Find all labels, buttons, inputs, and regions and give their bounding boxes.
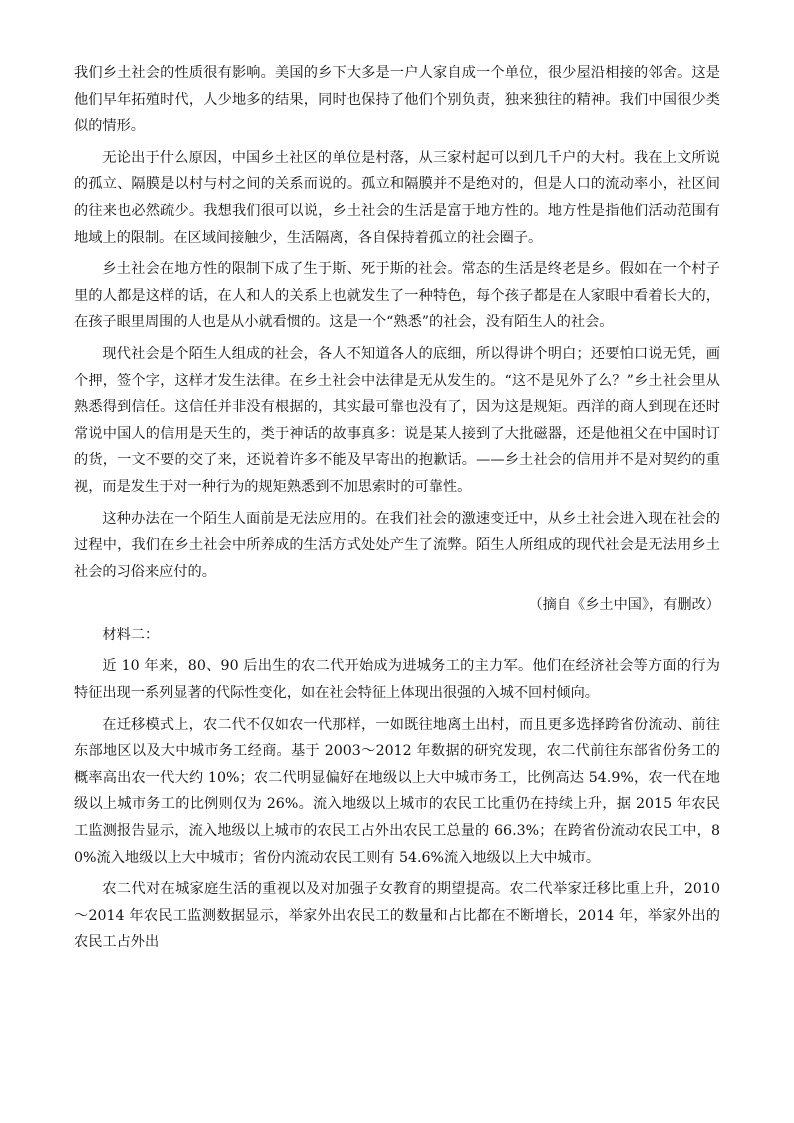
paragraph-8: 农二代对在城家庭生活的重视以及对加强子女教育的期望提高。农二代举家迁移比重上升，2010～2014 年农民工监测数据显示，举家外出农民工的数量和占比都在不断增长，2014 年，举家外出的农民工占外出 [74, 881, 720, 951]
paragraph-7: 在迁移模式上，农二代不仅如农一代那样，一如既往地离土出村，而且更多选择跨省份流动、前往东部地区以及大中城市务工经商。基于 2003～2012 年数据的研究发现，农二代前往东部省份务工的概率高出农一代大约 10%；农二代明显偏好在地级以上大中城市务工，比例高达 54.9%，农一代在地级以上城市务工的比例则仅为 26%。流入地级以上城市的农民工比重仍在持续上升，据 2015 年农民工监测报告显示，流入地级以上城市的农民工占外出农民工总量的 66.3%；在跨省份流动农民工中，80%流入地级以上大中城市；省份内流动农民工则有 54.6%流入地级以上大中城市。 [74, 716, 720, 866]
paragraph-4: 现代社会是个陌生人组成的社会，各人不知道各人的底细，所以得讲个明白；还要怕口说无凭，画个押，签个字，这样才发生法律。在乡土社会中法律是无从发生的。“这不是见外了么？”乡土社会里从熟悉得到信任。这信任并非没有根据的，其实最可靠也没有了，因为这是规矩。西洋的商人到现在还时常说中国人的信用是天生的，类于神话的故事真多：说是某人接到了大批磁器，还是他祖父在中国时订的货，一文不要的交了来，还说着许多不能及早寄出的抱歉话。——乡土社会的信用并不是对契约的重视，而是发生于对一种行为的规矩熟悉到不加思索时的可靠性。 [74, 345, 720, 495]
paragraph-2: 无论出于什么原因，中国乡土社区的单位是村落，从三家村起可以到几千户的大村。我在上文所说的孤立、隔膜是以村与村之间的关系而说的。孤立和隔膜并不是绝对的，但是人口的流动率小，社区间的往来也必然疏少。我想我们很可以说，乡土社会的生活是富于地方性的。地方性是指他们活动范围有地域上的限制。在区域间接触少，生活隔离，各自保持着孤立的社会圈子。 [74, 149, 720, 246]
paragraph-3: 乡土社会在地方性的限制下成了生于斯、死于斯的社会。常态的生活是终老是乡。假如在一个村子里的人都是这样的话，在人和人的关系上也就发生了一种特色，每个孩子都是在人家眼中看着长大的，在孩子眼里周围的人也是从小就看惯的。这是一个“熟悉”的社会，没有陌生人的社会。 [74, 261, 720, 331]
paragraph-1: 我们乡土社会的性质很有影响。美国的乡下大多是一户人家自成一个单位，很少屋沿相接的邻舍。这是他们早年拓殖时代，人少地多的结果，同时也保持了他们个别负责，独来独往的精神。我们中国很少类似的情形。 [74, 65, 720, 135]
paragraph-5: 这种办法在一个陌生人面前是无法应用的。在我们社会的激速变迁中，从乡土社会进入现在社会的过程中，我们在乡土社会中所养成的生活方式处处产生了流弊。陌生人所组成的现代社会是无法用乡土社会的习俗来应付的。 [74, 510, 720, 580]
paragraph-6: 近 10 年来，80、90 后出生的农二代开始成为进城务工的主力军。他们在经济社会等方面的行为特征出现一系列显著的代际性变化，如在社会特征上体现出很强的入城不回村倾向。 [74, 658, 720, 702]
material-2-label: 材料二： [102, 626, 160, 643]
document-body [74, 60, 720, 956]
source-attribution: （摘自《乡土中国》，有删改） [528, 597, 720, 614]
